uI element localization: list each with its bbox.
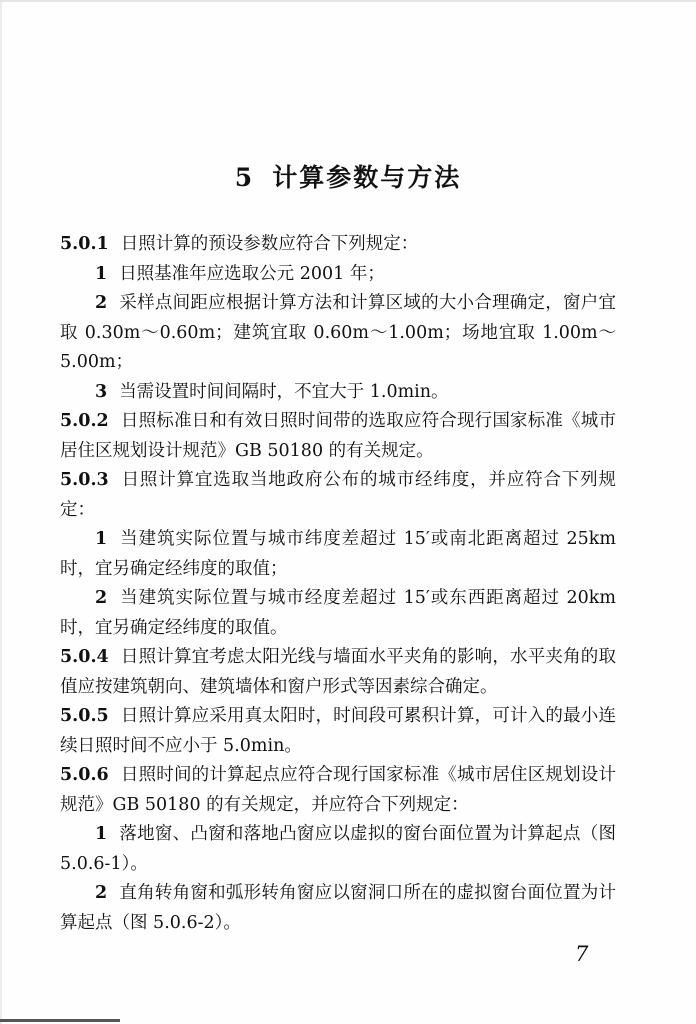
clause-number: 5.0.5: [60, 706, 109, 726]
item-number: 2: [95, 588, 108, 608]
clause: [60, 407, 616, 466]
clause-number: 5.0.2: [60, 411, 109, 431]
item-number: 1: [95, 263, 108, 284]
clause-number: 5.0.3: [60, 470, 109, 490]
item-number: 2: [95, 293, 108, 313]
item-text: 采样点间距应根据计算方法和计算区域的大小合理确定，窗户宜取 0.30m～0.60m；建筑宜取 0.60m～1.00m；场地宜取 1.00m～5.00m；: [60, 293, 616, 372]
item-text: 落地窗、凸窗和落地凸窗应以虚拟的窗台面位置为计算起点（图 5.0.6-1）。: [60, 824, 616, 874]
clause: [60, 702, 616, 761]
list-item: [60, 584, 616, 643]
clause-number: 5.0.4: [60, 647, 109, 667]
chapter-title: [0, 158, 696, 194]
chapter-number: 5: [234, 163, 255, 192]
scan-edge: [0, 0, 2, 1024]
list-item: [60, 525, 616, 584]
clause: [60, 466, 616, 525]
item-text: 当建筑实际位置与城市经度差超过 15′或东西距离超过 20km 时，宜另确定经纬度的取值。: [60, 588, 616, 638]
scan-line-top: [0, 0, 696, 2]
item-text: 当需设置时间间隔时，不宜大于 1.0min。: [119, 381, 449, 402]
chapter-title-text: 计算参数与方法: [272, 163, 462, 192]
scan-line-bottom: [0, 1019, 120, 1022]
item-number: 3: [95, 381, 108, 402]
item-number: 1: [95, 529, 108, 549]
clause-text: 日照计算的预设参数应符合下列规定：: [120, 234, 419, 254]
item-text: 日照基准年应选取公元 2001 年；: [119, 263, 385, 284]
list-item: [60, 260, 616, 290]
item-text: 直角转角窗和弧形转角窗应以窗洞口所在的虚拟窗台面位置为计算起点（图 5.0.6-2）。: [60, 883, 616, 933]
item-number: 1: [95, 824, 108, 844]
clause: [60, 761, 616, 820]
clause-text: 日照标准日和有效日照时间带的选取应符合现行国家标准《城市居住区规划设计规范》GB 50180 的有关规定。: [60, 411, 616, 461]
list-item: [60, 879, 616, 938]
item-number: 2: [95, 883, 108, 903]
clause-number: 5.0.1: [60, 234, 109, 254]
list-item: [60, 378, 616, 408]
clause-number: 5.0.6: [60, 765, 109, 785]
clause: [60, 230, 616, 260]
clause-text: 日照计算应采用真太阳时，时间段可累积计算，可计入的最小连续日照时间不应小于 5.0min。: [60, 706, 616, 756]
clause-text: 日照时间的计算起点应符合现行国家标准《城市居住区规划设计规范》GB 50180 的有关规定，并应符合下列规定：: [60, 765, 616, 815]
clause: [60, 643, 616, 702]
document-body: [60, 230, 616, 938]
clause-text: 日照计算宜考虑太阳光线与墙面水平夹角的影响，水平夹角的取值应按建筑朝向、建筑墙体和窗户形式等因素综合确定。: [60, 647, 616, 697]
clause-text: 日照计算宜选取当地政府公布的城市经纬度，并应符合下列规定：: [60, 470, 616, 520]
item-text: 当建筑实际位置与城市纬度差超过 15′或南北距离超过 25km 时，宜另确定经纬度的取值；: [60, 529, 616, 579]
list-item: [60, 820, 616, 879]
page-number: 7: [575, 942, 589, 966]
list-item: [60, 289, 616, 378]
